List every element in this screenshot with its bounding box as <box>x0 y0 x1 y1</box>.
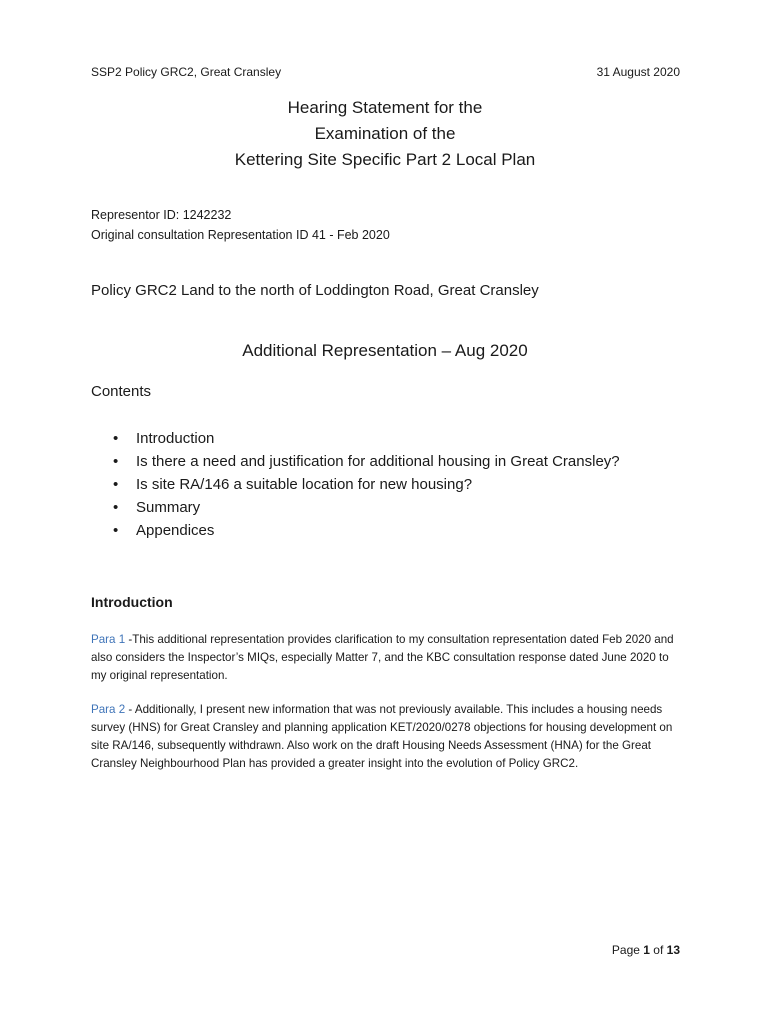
introduction-heading: Introduction <box>91 594 173 610</box>
page-word: Page <box>611 943 644 957</box>
list-item-label: Appendices <box>136 522 215 539</box>
of-word: of <box>649 943 667 957</box>
paragraph-text: -This additional representation provides clarification to my consultation representation dated Feb 2020 and also considers the Inspector’s MIQs, especially Matter 7, and the KBC consultation response dated June 2020 to my original representation. <box>91 633 674 682</box>
title-line: Kettering Site Specific Part 2 Local Plan <box>234 150 536 169</box>
bullet-icon: • <box>113 499 119 516</box>
paragraph-label: Para 1 <box>91 633 126 646</box>
bullet-icon: • <box>113 522 119 539</box>
paragraph-label: Para 2 <box>91 703 126 716</box>
representor-info <box>91 205 390 245</box>
title-line: Hearing Statement for the <box>287 98 483 117</box>
header-policy-ref: SSP2 Policy GRC2, Great Cransley <box>91 65 282 79</box>
contents-list <box>91 427 620 542</box>
bullet-icon: • <box>113 453 119 470</box>
current-page: 1 <box>643 943 650 957</box>
contents-heading: Contents <box>91 383 152 400</box>
bullet-icon: • <box>113 430 119 447</box>
list-item-label: Is site RA/146 a suitable location for new housing? <box>136 476 473 493</box>
document-title <box>0 95 770 173</box>
list-item-label: Summary <box>136 499 201 516</box>
title-line: Examination of the <box>314 124 456 143</box>
list-item-label: Is there a need and justification for additional housing in Great Cransley? <box>136 453 620 470</box>
bullet-icon: • <box>113 476 119 493</box>
paragraph-text: - Additionally, I present new information that was not previously available. This includes a housing needs survey (HNS) for Great Cransley and planning application KET/2020/0278 objections for housing development on site RA/146, subsequently withdrawn. Also work on the draft Housing Needs Assessment (HNA) for the Great Cransley Neighbourhood Plan has provided a greater insight into the evolution of Policy GRC2. <box>91 703 673 770</box>
total-pages: 13 <box>666 943 680 957</box>
representor-id: Representor ID: 1242232 <box>91 208 232 222</box>
list-item <box>91 519 620 542</box>
page-number <box>612 943 680 957</box>
list-item <box>91 473 620 496</box>
list-item <box>91 427 620 450</box>
paragraph-2 <box>91 701 687 773</box>
paragraph-1 <box>91 631 687 685</box>
header-date: 31 August 2020 <box>596 65 680 79</box>
list-item <box>91 450 620 473</box>
list-item <box>91 496 620 519</box>
list-item-label: Introduction <box>136 430 215 447</box>
policy-line: Policy GRC2 Land to the north of Loddington Road, Great Cransley <box>91 282 539 299</box>
original-representation: Original consultation Representation ID 41 - Feb 2020 <box>91 228 390 242</box>
additional-representation-heading: Additional Representation – Aug 2020 <box>242 341 528 360</box>
